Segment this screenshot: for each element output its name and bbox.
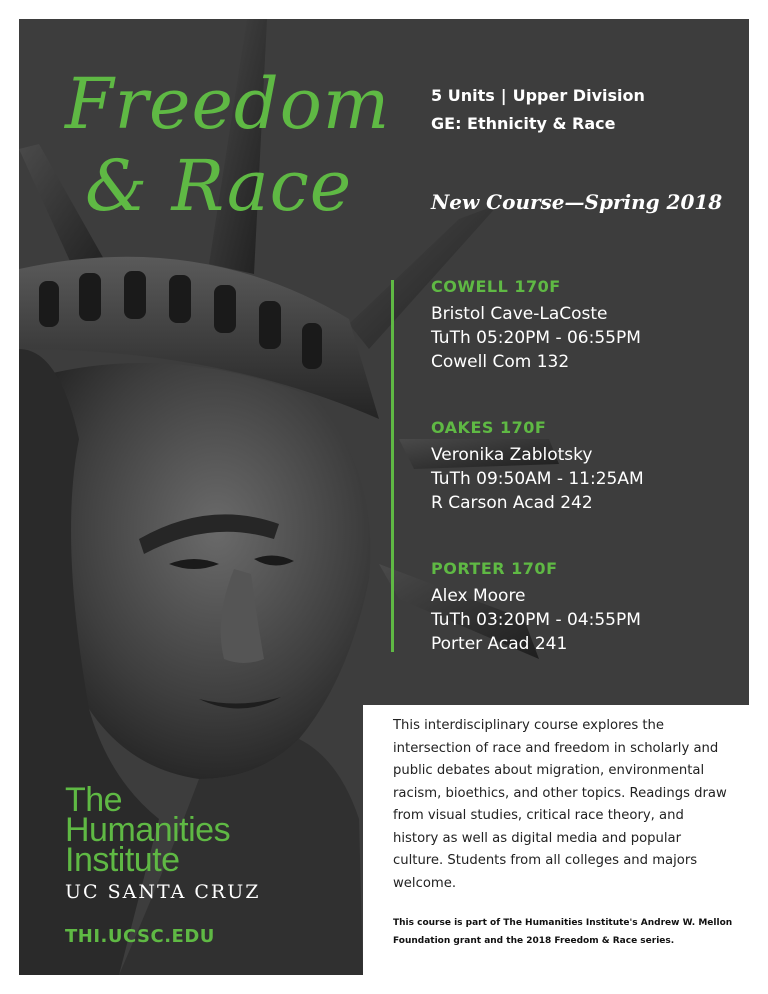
section-oakes	[431, 418, 644, 515]
section-time: TuTh 05:20PM - 06:55PM	[431, 328, 641, 348]
section-instructor: Veronika Zablotsky	[431, 445, 593, 465]
course-meta	[431, 82, 645, 138]
website-url[interactable]: THI.UCSC.EDU	[65, 926, 215, 947]
section-name: OAKES 170F	[431, 418, 547, 437]
units-text: 5 Units	[431, 86, 495, 105]
section-porter	[431, 559, 641, 656]
section-divider-line	[391, 280, 394, 652]
title-line-2: & Race	[85, 145, 353, 227]
section-time: TuTh 03:20PM - 04:55PM	[431, 610, 641, 630]
logo-line-1: The	[65, 781, 123, 819]
description-panel	[363, 705, 749, 975]
course-title	[65, 63, 390, 227]
humanities-institute-logo	[65, 781, 261, 903]
logo-line-2: Humanities	[65, 811, 231, 849]
section-room: R Carson Acad 242	[431, 493, 593, 513]
course-description: This interdisciplinary course explores the intersection of race and freedom in scholarly and public debates about migration, environmental racism, bioethics, and other topics. Readings draw from visual studies, critical race theory, and history as well as digital media and popular culture. Students from all colleges and majors welcome.	[393, 718, 727, 891]
title-line-1: Freedom	[65, 63, 391, 145]
section-name: PORTER 170F	[431, 559, 558, 578]
section-instructor: Bristol Cave-LaCoste	[431, 304, 608, 324]
meta-separator: |	[500, 86, 507, 105]
section-room: Cowell Com 132	[431, 352, 570, 372]
section-time: TuTh 09:50AM - 11:25AM	[431, 469, 644, 489]
logo-campus: UC SANTA CRUZ	[65, 881, 261, 903]
section-room: Porter Acad 241	[431, 634, 568, 654]
section-cowell	[431, 277, 641, 374]
division-text: Upper Division	[512, 86, 645, 105]
section-name: COWELL 170F	[431, 277, 561, 296]
ge-text: GE: Ethnicity & Race	[431, 114, 616, 133]
new-course-tagline: New Course—Spring 2018	[431, 190, 723, 214]
poster	[19, 19, 749, 975]
logo-line-3: Institute	[65, 841, 180, 879]
units-division-line	[431, 82, 645, 110]
section-instructor: Alex Moore	[431, 586, 526, 606]
grant-footnote: This course is part of The Humanities Institute's Andrew W. Mellon Foundation grant and the 2018 Freedom & Race series.	[393, 918, 733, 946]
